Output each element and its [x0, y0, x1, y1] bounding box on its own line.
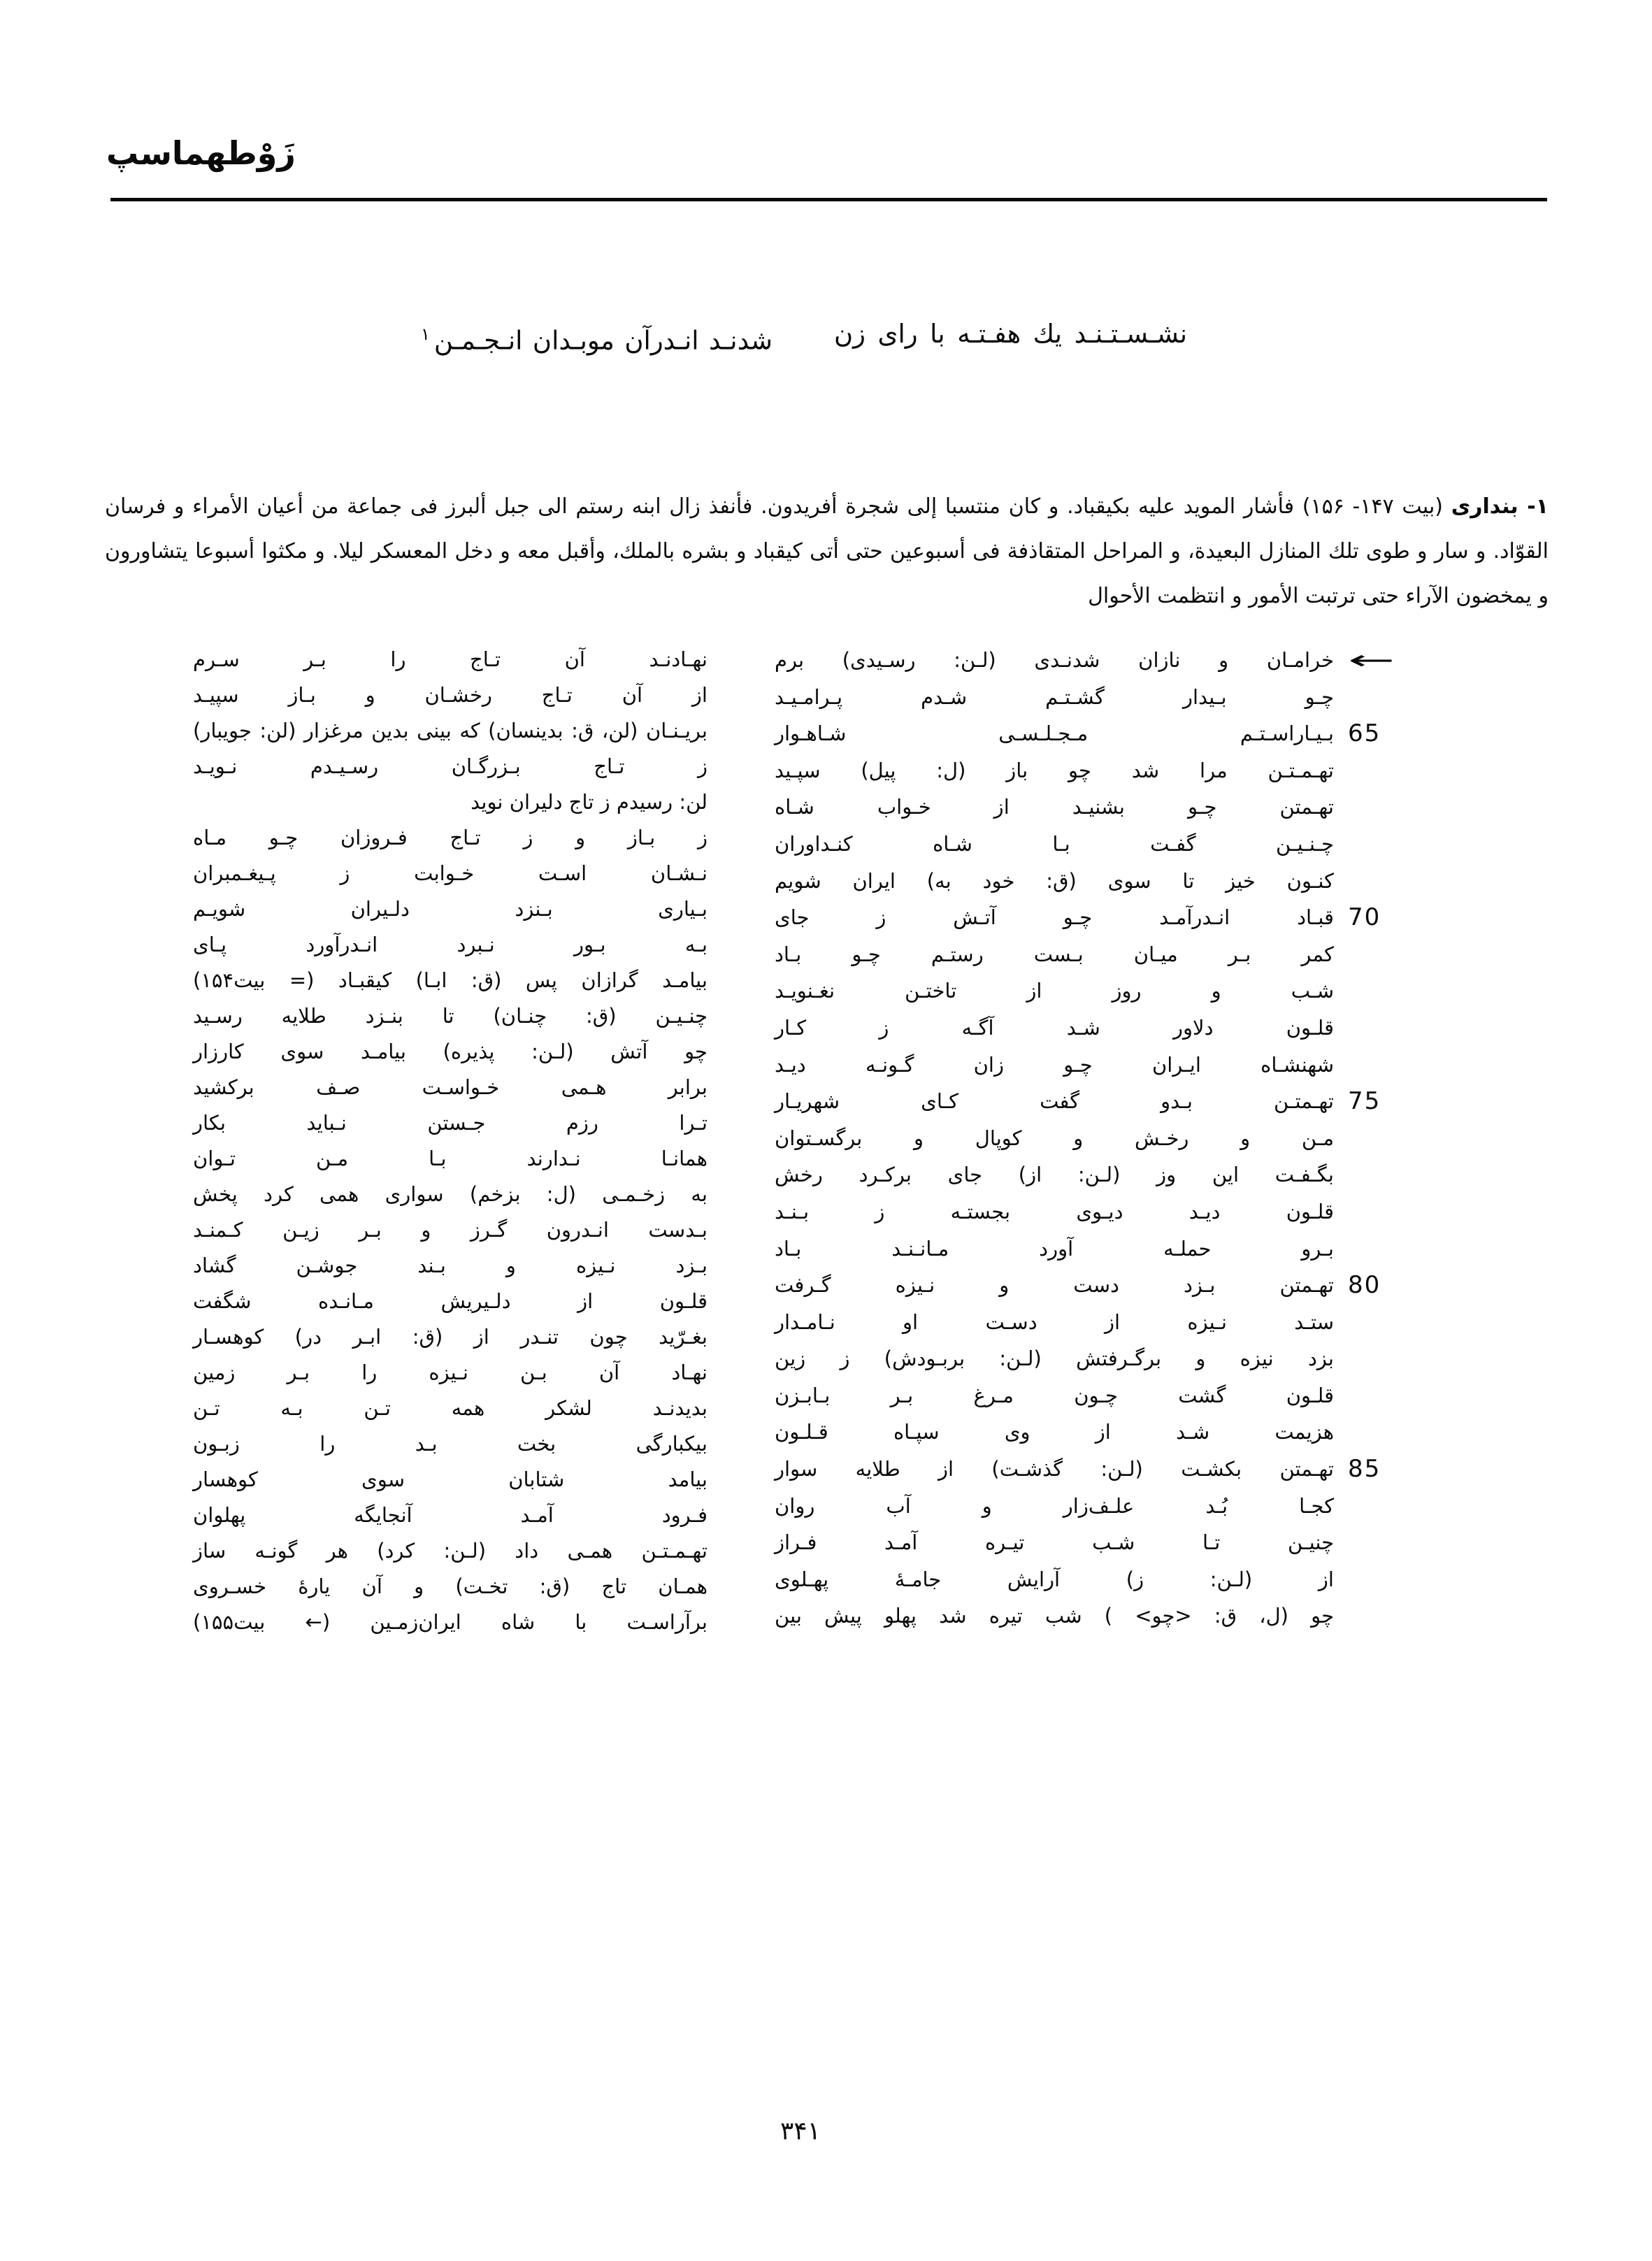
verse-line — [193, 713, 708, 749]
verse-text: شهنشـاه ايـران چـو زان گـونـه ديـد — [775, 1052, 1334, 1077]
verse-line — [193, 927, 708, 963]
verse-text: لن: رسيدم ز تاج دليران نويد — [471, 790, 708, 814]
verse-text: به زخـمـى (ل: بزخم) سوارى همى كرد پخش — [193, 1182, 708, 1206]
verse-line — [193, 642, 708, 677]
verse-text: تهـمتن بـزد دست و نـيزه گـرفت — [775, 1273, 1334, 1298]
verse-line — [775, 789, 1334, 826]
verse-text: تهـمـتـن مرا شد چو باز (ل: پيل) سپـيد — [775, 758, 1334, 782]
verse-line — [775, 679, 1334, 716]
verse-line — [775, 1267, 1381, 1304]
verse-text: تهـمتن بكشـت (لـن: گذشـت) از طلايه سوار — [775, 1457, 1334, 1481]
verse-text: بغـرّيد چون تنـدر از (ق: ابـر در) كوهسـار — [193, 1325, 708, 1349]
verse-line — [193, 1533, 708, 1569]
verse-text: نـشـان اسـت خـوابت ز پـيغـمبران — [193, 861, 708, 885]
verse-text: بـيارى بـنزد دلـيران شويـم — [193, 897, 708, 921]
verse-text: مـن و رخـش و كوپال و برگسـتوان — [775, 1126, 1334, 1150]
verse-line — [775, 642, 1398, 679]
verse-text: برابر هـمى خـواسـت صـف بركشيد — [193, 1075, 708, 1099]
verse-text: بيامد شتابان سوى كوهسار — [193, 1467, 708, 1491]
verse-text: از آن تـاج رخشـان و بـاز سپيـد — [193, 683, 708, 707]
couplet-right-hemistich: نشـسـتـنـد يك هفـتـه با راى زن — [834, 319, 1187, 349]
verse-line — [775, 899, 1381, 936]
verse-text: خرامـان و نازان شدنـدى (لـن: رسـيدى) برم — [775, 648, 1334, 672]
verse-text: بـه بـور نـبرد انـدرآورد پـاى — [193, 933, 708, 956]
verse-text: بزد نيزه و برگـرفتش (لـن: بربـودش) ز زين — [775, 1347, 1334, 1371]
couplet-left-text: شدنـد انـدرآن موبـدان انـجـمـن — [433, 325, 773, 356]
verse-line — [193, 677, 708, 713]
verse-text: نهـادنـد آن تـاج را بـر سـرم — [193, 647, 708, 671]
verse-line — [775, 715, 1381, 752]
verse-text: قبـاد انـدرآمـد چـو آتـش ز جاى — [775, 905, 1334, 930]
verse-number: ← — [1348, 645, 1398, 675]
verse-text: از (لـن: ز) آرايش جامـهٔ پهـلوى — [775, 1567, 1334, 1591]
verse-line — [775, 1010, 1334, 1047]
verse-line — [775, 1156, 1334, 1193]
verse-line — [193, 1177, 708, 1212]
verse-text: كمر بـر ميـان بـست رستـم چـو بـاد — [775, 942, 1334, 966]
verse-line — [775, 1193, 1334, 1230]
verse-number: 85 — [1348, 1455, 1381, 1484]
verse-line — [193, 784, 708, 820]
verse-line — [193, 1141, 708, 1177]
verse-line — [775, 972, 1334, 1010]
footnote-marker: ۱ — [421, 324, 430, 344]
verse-text: ستـد نـيزه از دسـت او نـامـدار — [775, 1309, 1334, 1334]
verse-line — [775, 1524, 1334, 1561]
verse-text: فـرود آمـد آنجايگه پهلوان — [193, 1503, 708, 1527]
verse-line — [775, 1083, 1381, 1120]
verse-line — [193, 891, 708, 927]
verse-text: چنيـن تـا شـب تيـره آمـد فـراز — [775, 1530, 1334, 1555]
verse-text: قلـون از دلـيريش مـانـده شگفت — [193, 1289, 708, 1313]
footnote-lead: ۱- بندارى — [1451, 494, 1549, 519]
verse-text: ز تـاج بـزرگـان رسـيـدم نـويـد — [193, 754, 708, 778]
verse-text: همانـا نـدارند بـا مـن تـوان — [193, 1147, 708, 1170]
verse-line — [775, 1561, 1334, 1598]
verse-text: بيامـد گرازان پس (ق: ابـا) كيقبـاد (= بيت۱۵۴) — [193, 968, 708, 992]
verse-number: 75 — [1348, 1087, 1381, 1116]
verse-line — [775, 1414, 1334, 1451]
verse-line — [775, 752, 1334, 789]
verse-text: بـرو حملـه آورد مـانـنـد بـاد — [775, 1236, 1334, 1261]
verse-line — [193, 1498, 708, 1533]
verse-line — [193, 1605, 708, 1640]
verse-line — [193, 1034, 708, 1070]
verse-line — [193, 1248, 708, 1284]
verse-line — [193, 856, 708, 891]
verse-line — [775, 1230, 1334, 1268]
verse-text: چو آتش (لـن: پذيره) بيامـد سوى كارزار — [193, 1040, 708, 1063]
verse-text: بـيـاراسـتـم مـجـلـسـى شـاهـوار — [775, 722, 1334, 746]
verse-line — [775, 1340, 1334, 1377]
verse-number: 70 — [1348, 903, 1381, 932]
verse-line — [775, 863, 1334, 900]
verse-line — [193, 749, 708, 784]
page-number: ۳۴۱ — [780, 2117, 821, 2146]
verse-block — [0, 642, 1652, 1677]
verse-text: بديدنـد لشكر همه تـن بـه تـن — [193, 1396, 708, 1420]
verse-text: چو (ل، ق: <چو> ) شب تيره شد پهلو پيش بين — [775, 1604, 1334, 1628]
verse-column-right — [775, 642, 1398, 1635]
verse-text: بـدست انـدرون گـرز و بـر زيـن كـمنـد — [193, 1218, 708, 1242]
verse-column-left — [193, 642, 708, 1640]
verse-line — [775, 1120, 1334, 1157]
verse-text: تهـمـتـن همـى داد (لـن: كرد) هر گونـه ساز — [193, 1539, 708, 1563]
verse-text: بيكبارگى بخت بـد را زبـون — [193, 1432, 708, 1456]
verse-line — [193, 1319, 708, 1355]
verse-text: كنـون خيز تا سوى (ق: خود به) ايران شويم — [775, 868, 1334, 893]
verse-text: تهـمتن چـو بشنيـد از خـواب شـاه — [775, 795, 1334, 819]
verse-line — [193, 1355, 708, 1391]
verse-line — [775, 1488, 1334, 1525]
verse-line — [193, 820, 708, 856]
verse-line — [775, 1304, 1334, 1341]
verse-number: 65 — [1348, 719, 1381, 748]
verse-line — [193, 1569, 708, 1605]
verse-line — [193, 1284, 708, 1319]
header-divider — [110, 198, 1547, 201]
verse-line — [775, 826, 1334, 863]
verse-text: نهـاد آن بـن نـيزه را بـر زمين — [193, 1361, 708, 1384]
page-title: زَوْطهماسپ — [106, 134, 296, 172]
verse-text: قلـون گشت چـون مـرغ بـر بـابـزن — [775, 1383, 1334, 1407]
verse-text: بـزد نـيزه و بـند جوشـن گشاد — [193, 1254, 708, 1277]
verse-line — [775, 1451, 1381, 1488]
footnote-text: (بيت ۱۴۷- ۱۵۶) فأشار المويد عليه بكيقباد. و كان منتسبا إلى شجرة أفريدون. فأنفذ زال ابنه رستم الى جبل ألبرز فى جماعة من أعيان الأمراء و فرسان القوّاد. و سار و طوى تلك المنازل البعيدة، و المراحل المتقاذفة فى أسبوعين حتى أتى كيقباد و بشره بالملك، وأقبل معه و دخل المعسكر ليلا. و مكثوا أسبوعا يتشاورون و يمخضون الآراء حتى ترتبت الأمور و انتظمت الأحوال — [105, 494, 1549, 608]
couplet-left-hemistich — [421, 313, 773, 355]
verse-text: قلـون دلاور شـد آگـه ز كـار — [775, 1015, 1334, 1040]
verse-line — [775, 1047, 1334, 1084]
verse-line — [193, 998, 708, 1034]
verse-text: كجـا بُـد علـف‌زار و آب روان — [775, 1493, 1334, 1518]
verse-line — [775, 1377, 1334, 1414]
verse-line — [193, 1426, 708, 1462]
verse-line — [193, 1391, 708, 1426]
verse-text: تهـمتـن بـدو گفت كـاى شهريـار — [775, 1089, 1334, 1114]
verse-text: چـنـيـن گفـت بـا شـاه كنـداوران — [775, 831, 1334, 856]
verse-text: بگـفـت اين وز (لـن: از) جاى بركـرد رخش — [775, 1163, 1334, 1187]
apparatus-footnote — [105, 484, 1549, 619]
verse-text: ز بـاز و ز تـاج فـروزان چـو مـاه — [193, 826, 708, 849]
verse-line — [193, 963, 708, 998]
verse-line — [193, 1462, 708, 1498]
verse-line — [193, 1105, 708, 1141]
verse-line — [193, 1212, 708, 1248]
verse-text: همـان تاج (ق: تخـت) و آن يارهٔ خسـروى — [193, 1574, 708, 1598]
verse-text: قلـون ديـد ديـوى بجستـه ز بـنـد — [775, 1199, 1334, 1223]
verse-line — [775, 1598, 1334, 1635]
verse-text: تـرا رزم جـستن نـبايد بكار — [193, 1111, 708, 1135]
verse-number: 80 — [1348, 1271, 1381, 1300]
verse-line — [775, 936, 1334, 973]
verse-text: بريـنـان (لن، ق: بدينسان) كه بينى بدين مرغزار (لن: جويبار) — [193, 719, 708, 742]
verse-text: برآراسـت با شاه ايران‌زمـين (← بيت۱۵۵) — [193, 1610, 708, 1634]
verse-text: چـو بـيدار گشـتـم شـدم پـرامـيـد — [775, 684, 1334, 709]
verse-text: شـب و روز از تاختـن نغـنويـد — [775, 979, 1334, 1003]
verse-text: هزيمت شـد از وى سپـاه قـلـون — [775, 1420, 1334, 1444]
verse-line — [193, 1070, 708, 1105]
verse-text: چنـيـن (ق: چنـان) تا بنـزد طلايه رسـيد — [193, 1004, 708, 1028]
